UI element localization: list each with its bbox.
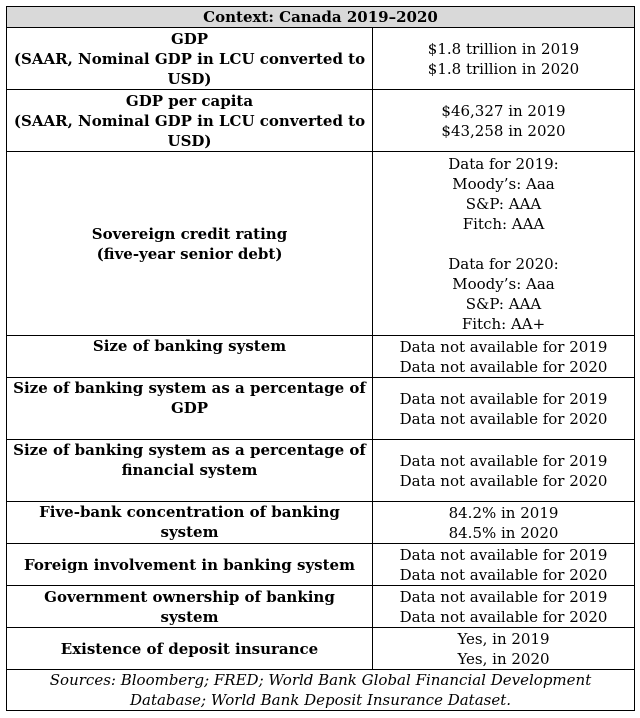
table-row-gdp-per-capita: [7, 90, 635, 152]
value-line: Data not available for 2019: [399, 545, 608, 564]
value-line: Moody’s: Aaa: [452, 274, 555, 293]
row-label-foreign-involvement: [7, 544, 373, 586]
table-row-foreign-involvement: [7, 544, 635, 586]
label-line: (SAAR, Nominal GDP in LCU converted to: [13, 111, 366, 130]
value-line: Yes, in 2020: [457, 649, 550, 668]
value-line: Fitch: AAA: [462, 214, 545, 233]
label-line: Existence of deposit insurance: [60, 639, 319, 658]
table-row-gdp: [7, 28, 635, 90]
row-label-five-bank-concentration: [7, 502, 373, 544]
label-line: GDP: [170, 29, 209, 48]
label-line: Size of banking system as a percentage of: [13, 441, 366, 459]
value-line: Data not available for 2019: [399, 389, 608, 408]
table-row-deposit-insurance: [7, 628, 635, 670]
row-label-government-ownership: [7, 586, 373, 628]
value-line: Moody’s: Aaa: [452, 174, 555, 193]
row-label-gdp: [7, 28, 373, 90]
row-label-deposit-insurance: [7, 628, 373, 670]
value-line: 84.5% in 2020: [448, 523, 559, 542]
value-line: $46,327 in 2019: [441, 101, 566, 120]
label-line: USD): [167, 69, 212, 88]
value-line: $1.8 trillion in 2020: [427, 59, 580, 78]
row-value-foreign-involvement: [373, 544, 635, 586]
row-value-size-pct-gdp: [373, 378, 635, 440]
label-line: USD): [167, 131, 212, 150]
value-line: S&P: AAA: [465, 194, 542, 213]
value-line: Data for 2019:: [448, 154, 559, 173]
label-line: (SAAR, Nominal GDP in LCU converted to: [13, 49, 366, 68]
row-value-size-banking-system: [373, 336, 635, 378]
table-row-government-ownership: [7, 586, 635, 628]
table-row-size-pct-financial: [7, 440, 635, 502]
row-value-size-pct-financial: [373, 440, 635, 502]
row-label-sovereign-credit-rating: [7, 152, 373, 336]
row-value-sovereign-credit-rating: [373, 152, 635, 336]
label-line: Size of banking system: [92, 337, 287, 355]
label-line: Five-bank concentration of banking system: [39, 503, 340, 541]
label-line: Government ownership of banking system: [44, 587, 335, 626]
sources-note: Sources: Bloomberg; FRED; World Bank Global Financial Development Database; World Bank Deposit Insurance Dataset.: [7, 670, 635, 711]
row-value-deposit-insurance: [373, 628, 635, 670]
row-value-gdp: [373, 28, 635, 90]
spacer: [379, 234, 628, 254]
row-label-size-banking-system: [7, 336, 373, 378]
row-value-government-ownership: [373, 586, 635, 628]
value-line: S&P: AAA: [465, 294, 542, 313]
row-label-gdp-per-capita: [7, 90, 373, 152]
value-line: 84.2% in 2019: [448, 503, 559, 522]
context-table-container: [6, 6, 634, 711]
label-line: financial system: [121, 461, 258, 479]
value-line: Data not available for 2020: [399, 357, 608, 376]
value-line: Data not available for 2020: [399, 565, 608, 584]
label-line: Sovereign credit rating: [91, 224, 288, 243]
table-header-row: [7, 7, 635, 28]
table-row-size-pct-gdp: [7, 378, 635, 440]
value-line: Data not available for 2020: [399, 607, 608, 626]
value-line: $1.8 trillion in 2019: [427, 39, 580, 58]
table-row-five-bank-concentration: [7, 502, 635, 544]
row-value-gdp-per-capita: [373, 90, 635, 152]
value-line: Yes, in 2019: [457, 629, 550, 648]
label-line: Foreign involvement in banking system: [24, 555, 355, 574]
value-line: Fitch: AA+: [461, 314, 546, 333]
value-line: Data not available for 2019: [399, 587, 608, 606]
value-line: Data for 2020:: [448, 254, 559, 273]
value-line: Data not available for 2020: [399, 471, 608, 490]
value-line: Data not available for 2019: [399, 337, 608, 356]
value-line: Data not available for 2020: [399, 409, 608, 428]
row-value-five-bank-concentration: [373, 502, 635, 544]
value-line: $43,258 in 2020: [441, 121, 566, 140]
table-sources-row: [7, 670, 635, 711]
table-title: Context: Canada 2019–2020: [7, 7, 635, 28]
row-label-size-pct-financial: [7, 440, 373, 502]
table-row-sovereign-credit-rating: [7, 152, 635, 336]
value-line: Data not available for 2019: [399, 451, 608, 470]
row-label-size-pct-gdp: [7, 378, 373, 440]
table-row-size-banking-system: [7, 336, 635, 378]
label-line: GDP: [170, 399, 209, 417]
label-line: Size of banking system as a percentage of: [13, 379, 366, 397]
context-table: [6, 6, 635, 711]
label-line: GDP per capita: [125, 91, 254, 110]
label-line: (five-year senior debt): [96, 244, 283, 263]
